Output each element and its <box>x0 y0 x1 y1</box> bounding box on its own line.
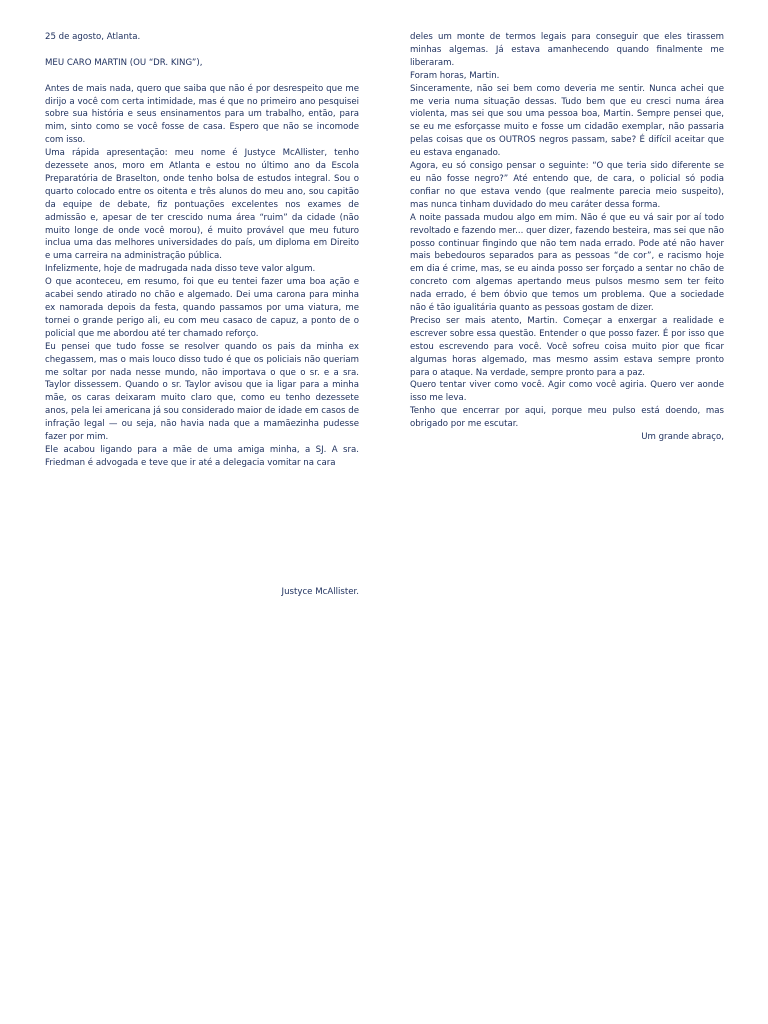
letter-paragraph: Uma rápida apresentação: meu nome é Justyce McAllister, tenho dezessete anos, moro em Atlanta e estou no último ano da Escola Preparatória de Braselton, onde tenho bolsa de estudos integral. Sou o quarto colocado entre os oitenta e três alunos do meu ano, sou capitão da equipe de debate, fiz pontuações excelentes nos exames de admissão e, apesar de ter crescido numa área “ruim” da cidade (não muito longe de onde você morou), é muito provável que meu futuro inclua uma das melhores universidades do país, um diploma em Direito e uma carreira na administração pública. <box>45 148 359 262</box>
letter-paragraph: Agora, eu só consigo pensar o seguinte: “O que teria sido diferente se eu não fosse negro?” Até entendo que, de cara, o policial só podia confiar no que estava vendo (que realmente parecia meio suspeito), mas nunca tinham duvidado do meu caráter dessa forma. <box>410 161 724 210</box>
left-column <box>45 31 359 470</box>
letter-paragraph: Antes de mais nada, quero que saiba que não é por desrespeito que me dirijo a você com certa intimidade, mas é que no primeiro ano pesquisei sobre sua história e seus ensinamentos para um trabalho, então, para mim, sinto como se você fosse de casa. Espero que não se incomode com isso. <box>45 83 359 146</box>
closing-line: Um grande abraço, <box>641 432 724 443</box>
signature: Justyce McAllister. <box>281 587 359 597</box>
letter-paragraph: O que aconteceu, em resumo, foi que eu tentei fazer uma boa ação e acabei sendo atirado no chão e algemado. Dei uma carona para minha ex namorada depois da festa, quando passamos por uma viatura, me tornei o grande perigo ali, eu com meu casaco de capuz, a ponto de o policial que me abordou até ter chamado reforço. <box>45 277 359 339</box>
letter-paragraph: deles um monte de termos legais para conseguir que eles tirassem minhas algemas. Já estava amanhecendo quando finalmente me liberaram. <box>410 32 724 68</box>
letter-paragraph: Preciso ser mais atento, Martin. Começar a enxergar a realidade e escrever sobre essa questão. Entender o que posso fazer. É por isso que estou escrevendo para você. Você sofreu coisa muito pior que ficar algumas horas algemado, mas mesmo assim estava sempre pronto para o ataque. Na verdade, sempre pronto para a paz. <box>410 315 724 378</box>
letter-paragraph: Tenho que encerrar por aqui, porque meu pulso está doendo, mas obrigado por me escutar. <box>410 406 724 430</box>
letter-paragraph: Quero tentar viver como você. Agir como você agiria. Quero ver aonde isso me leva. <box>410 380 724 404</box>
letter-paragraph: Ele acabou ligando para a mãe de uma amiga minha, a SJ. A sra. Friedman é advogada e teve que ir até a delegacia vomitar na cara <box>45 444 359 468</box>
date-line: 25 de agosto, Atlanta. <box>45 32 141 42</box>
letter-paragraph: Sinceramente, não sei bem como deveria me sentir. Nunca achei que me veria numa situação dessas. Tudo bem que eu cresci numa área violenta, mas sei que sou uma pessoa boa, Martin. Sempre pensei que, se eu me esforçasse muito e fosse um cidadão exemplar, não passaria pelas coisas que os OUTROS negros passam, sabe? É difícil aceitar que eu estava enganado. <box>410 83 724 159</box>
letter-paragraph: Eu pensei que tudo fosse se resolver quando os pais da minha ex chegassem, mas o mais louco disso tudo é que os policiais não queriam me soltar por nada nesse mundo, não importava o que o sr. e a sra. Taylor dissessem. Quando o sr. Taylor avisou que ia ligar para a minha mãe, os caras deixaram muito claro que, como eu tenho dezessete anos, pela lei americana já sou considerado maior de idade em casos de infração legal — ou seja, não havia nada que a mamãezinha pudesse fazer por mim. <box>45 341 359 443</box>
letter-paragraph: Infelizmente, hoje de madrugada nada disso teve valor algum. <box>45 264 316 275</box>
salutation: MEU CARO MARTIN (OU “DR. KING”), <box>45 57 203 68</box>
letter-paragraph: A noite passada mudou algo em mim. Não é que eu vá sair por aí todo revoltado e fazendo mer... quer dizer, fazendo besteira, mas sei que não posso continuar fingindo que não tem nada errado. Pode até não haver mais bebedouros separados para as pessoas “de cor”, e racismo hoje em dia é crime, mas, se eu ainda posso ser forçado a sentar no chão de concreto com algemas apertando meus pulsos mesmo sem ter feito nada errado, é bem óbvio que temos um problema. Que a sociedade não é tão igualitária quanto as pessoas gostam de dizer. <box>410 212 724 314</box>
letter-paragraph: Foram horas, Martin. <box>410 70 500 81</box>
right-column <box>410 31 724 444</box>
